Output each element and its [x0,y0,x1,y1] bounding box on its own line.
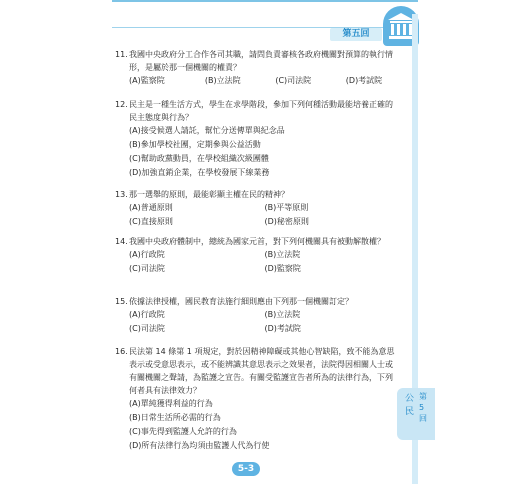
question-14 [115,235,400,290]
option-d: (D)考試院 [345,76,383,85]
option-list [129,397,400,453]
option-a: (A)監察院 [129,76,165,85]
question-number: 16. [115,347,128,356]
option-a: (A)行政院 [129,250,165,259]
question-number: 11. [115,50,128,59]
option-d: (D)考試院 [264,324,301,333]
option-list [129,308,400,336]
option-list [129,248,400,276]
question-13 [115,188,400,230]
option-b: (B)日常生活所必需的行為 [129,413,221,422]
question-12 [115,98,400,183]
side-tab-chapter: 第5回 [419,392,427,423]
option-a: (A)行政院 [129,310,165,319]
question-number: 13. [115,190,128,199]
question-number: 12. [115,100,128,109]
option-c: (C)司法院 [129,264,165,273]
option-list [129,201,400,229]
option-b: (B)立法院 [264,250,301,259]
side-tab-subject: 公民 [405,394,415,417]
option-b: (B)立法院 [204,76,241,85]
page-number-badge: 5-3 [232,462,260,476]
option-a: (A)單純獲得利益的行為 [129,399,213,408]
question-list [115,48,400,457]
question-15 [115,295,400,337]
question-text: 民主是一種生活方式，學生在求學階段，參加下列何種活動最能培養正確的民主態度與行為？ [129,100,393,122]
question-text: 那一選舉的原則，最能彰顯主權在民的精神？ [129,190,289,199]
option-d: (D)加強直銷企業，在學校發展下線業務 [129,168,270,177]
option-b: (B)平等原則 [264,203,309,212]
option-c: (C)事先得到監護人允許的行為 [129,427,237,436]
option-b: (B)參加學校社團，定期參與公益活動 [129,140,261,149]
option-list [129,74,400,88]
question-number: 14. [115,237,128,246]
option-c: (C)幫助政黨動員，在學校組織次級團體 [129,154,269,163]
option-c: (C)直接原則 [129,217,173,226]
question-text: 我國中央政府體制中，總統為國家元首，對下列何機關具有被動解散權？ [129,237,385,246]
option-list [129,124,400,180]
page-top-border [112,0,418,2]
option-a: (A)普通原則 [129,203,173,212]
question-16 [115,345,400,457]
option-d: (D)秘密原則 [264,217,309,226]
question-11 [115,48,400,90]
option-d: (D)所有法律行為均須由監護人代為行使 [129,441,270,450]
question-text: 依據法律授權，國民教育法施行細則應由下列那一個機關訂定？ [129,297,353,306]
option-d: (D)監察院 [264,264,301,273]
round-label: 第五回 [330,28,382,41]
option-a: (A)接受候選人請託，幫忙分送傳單與紀念品 [129,126,285,135]
question-text: 民法第 14 條第 1 項規定，對於因精神障礙或其他心智缺陷，致不能為意思表示或受意思表示，或不能辨識其意思表示之效果者，法院得因相關人士或有關機關之聲請，為監護之宣告。有關受監護宣告者所為的法律行為，下列何者具有法律效力？ [129,347,395,395]
option-c: (C)司法院 [129,324,165,333]
question-number: 15. [115,297,128,306]
side-tab [397,388,435,440]
option-b: (B)立法院 [264,310,301,319]
question-text: 我國中央政府分工合作各司其職，請問負責審核各政府機關對預算的執行情形，是屬於那一個機關的權責？ [129,50,393,72]
option-c: (C)司法院 [275,76,312,85]
